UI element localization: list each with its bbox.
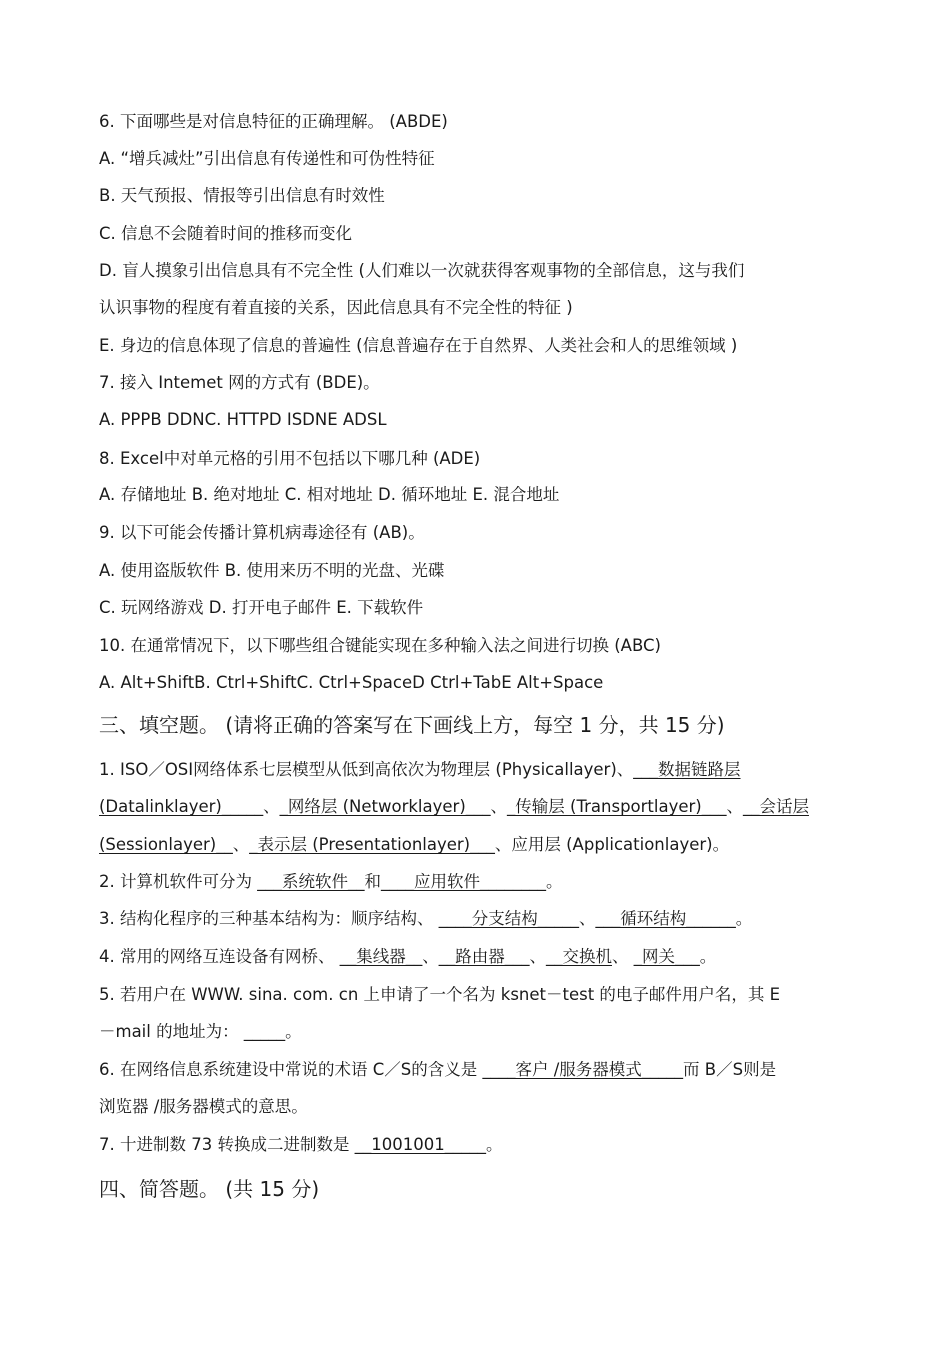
question-6: 6. 下面哪些是对信息特征的正确理解。 (ABDE) [99,112,448,131]
fill-2-text: 。 [545,872,563,891]
fill-1-line-2 [99,796,870,818]
question-8: 8. Excel中对单元格的引用不包括以下哪几种 (ADE) [99,449,481,468]
fill-1-blank-1-end: (Datalinklayer)_____ [99,797,264,816]
fill-1-blank-4-end: (Sessionlayer)__ [99,835,233,854]
fill-2-text: 和 [364,872,381,891]
fill-4 [99,946,870,968]
fill-1-separator: 、 [490,797,508,816]
fill-4-text: 。 [699,947,717,966]
fill-1-tail: __、应用层 (Applicationlayer)。 [478,835,730,854]
fill-3-blank-1: ____分支结构_____ [438,909,579,928]
fill-6-line-1 [99,1059,870,1081]
fill-4-blank-1: __集线器__ [339,947,423,966]
fill-4-blank-2: __路由器___ [438,947,530,966]
question-6-option-e: E. 身边的信息体现了信息的普遍性 (信息普遍存在于自然界、人类社会和人的思维领域 ) [99,336,738,355]
question-8-options: A. 存储地址 B. 绝对地址 C. 相对地址 D. 循环地址 E. 混合地址 [99,485,560,504]
question-10-options: A. Alt+ShiftB. Ctrl+ShiftC. Ctrl+SpaceD Ctrl+TabE Alt+Space [99,673,604,692]
question-9: 9. 以下可能会传播计算机病毒途径有 (AB)。 [99,523,425,542]
fill-4-text: 、 [529,947,546,966]
fill-3-text: 3. 结构化程序的三种基本结构为：顺序结构、 [99,909,439,928]
fill-1-separator: __、 [709,797,743,816]
fill-2-text: 2. 计算机软件可分为 [99,872,258,891]
fill-5-line-2 [99,1021,870,1043]
question-7: 7. 接入 Intemet 网的方式有 (BDE)。 [99,373,380,392]
fill-2-blank-2: ____应用软件________ [380,872,546,891]
fill-7-blank: __1001001_____ [354,1135,486,1154]
fill-5-blank: _____ [243,1022,286,1041]
fill-4-blank-3: __交换机 [545,947,612,966]
section-4-heading: 四、简答题。 (共 15 分) [99,1177,320,1201]
fill-6-text: 而 B／S则是 [683,1060,777,1079]
fill-5-text: 。 [285,1022,302,1041]
question-9-options-line-1: A. 使用盗版软件 B. 使用来历不明的光盘、光碟 [99,561,445,580]
question-6-option-b: B. 天气预报、情报等引出信息有时效性 [99,186,385,205]
question-6-option-d-continued: 认识事物的程度有着直接的关系，因此信息具有不完全性的特征 ) [99,298,573,317]
fill-1-blank-2: _网络层 (Networklayer)___ [279,797,491,816]
fill-1-blank-1: ___数据链路层 [633,760,741,779]
fill-1-blank-5: _表示层 (Presentationlayer)_ [249,835,479,854]
fill-4-blank-4: _网关___ [633,947,700,966]
question-10: 10. 在通常情况下，以下哪些组合键能实现在多种输入法之间进行切换 (ABC) [99,636,661,655]
fill-1-separator: 、 [263,797,280,816]
fill-6-blank: ____客户 /服务器模式_____ [482,1060,684,1079]
fill-3-blank-2: ___循环结构______ [595,909,736,928]
fill-1-separator: 、 [232,835,250,854]
fill-3-text: 、 [578,909,596,928]
fill-3 [99,908,870,930]
fill-7-text: 。 [485,1135,503,1154]
fill-4-text: 、 [422,947,439,966]
fill-1-line-3 [99,834,870,856]
fill-5-text: －mail 的地址为： [99,1022,244,1041]
question-9-options-line-2: C. 玩网络游戏 D. 打开电子邮件 E. 下载软件 [99,598,424,617]
fill-7-text: 7. 十进制数 73 转换成二进制数是 [99,1135,355,1154]
question-6-option-d: D. 盲人摸象引出信息具有不完全性 (人们难以一次就获得客观事物的全部信息，这与我们 [99,261,745,280]
fill-1-text: 1. ISO／OSI网络体系七层模型从低到高依次为物理层 (Physicallayer)、 [99,760,634,779]
fill-6-line-2: 浏览器 /服务器模式的意思。 [99,1097,308,1116]
fill-1-blank-4: __会话层 [742,797,809,816]
fill-5-line-1: 5. 若用户在 WWW. sina. com. cn 上申请了一个名为 ksnet－test 的电子邮件用户名，其 E [99,985,781,1004]
fill-4-text: 、 [611,947,634,966]
section-3-heading: 三、填空题。 (请将正确的答案写在下画线上方，每空 1 分，共 15 分) [99,713,725,737]
fill-3-text: 。 [735,909,753,928]
fill-4-text: 4. 常用的网络互连设备有网桥、 [99,947,340,966]
fill-6-text: 6. 在网络信息系统建设中常说的术语 C／S的含义是 [99,1060,483,1079]
question-7-options: A. PPPB DDNC. HTTPD ISDNE ADSL [99,410,387,429]
question-6-option-a: A. “增兵减灶”引出信息有传递性和可伪性特征 [99,149,435,168]
fill-1-blank-3: _传输层 (Transportlayer)_ [507,797,710,816]
question-6-option-c: C. 信息不会随着时间的推移而变化 [99,224,353,243]
fill-1-line-1 [99,759,870,781]
fill-7 [99,1134,870,1156]
fill-2-blank-1: ___系统软件__ [257,872,365,891]
fill-2 [99,871,870,893]
